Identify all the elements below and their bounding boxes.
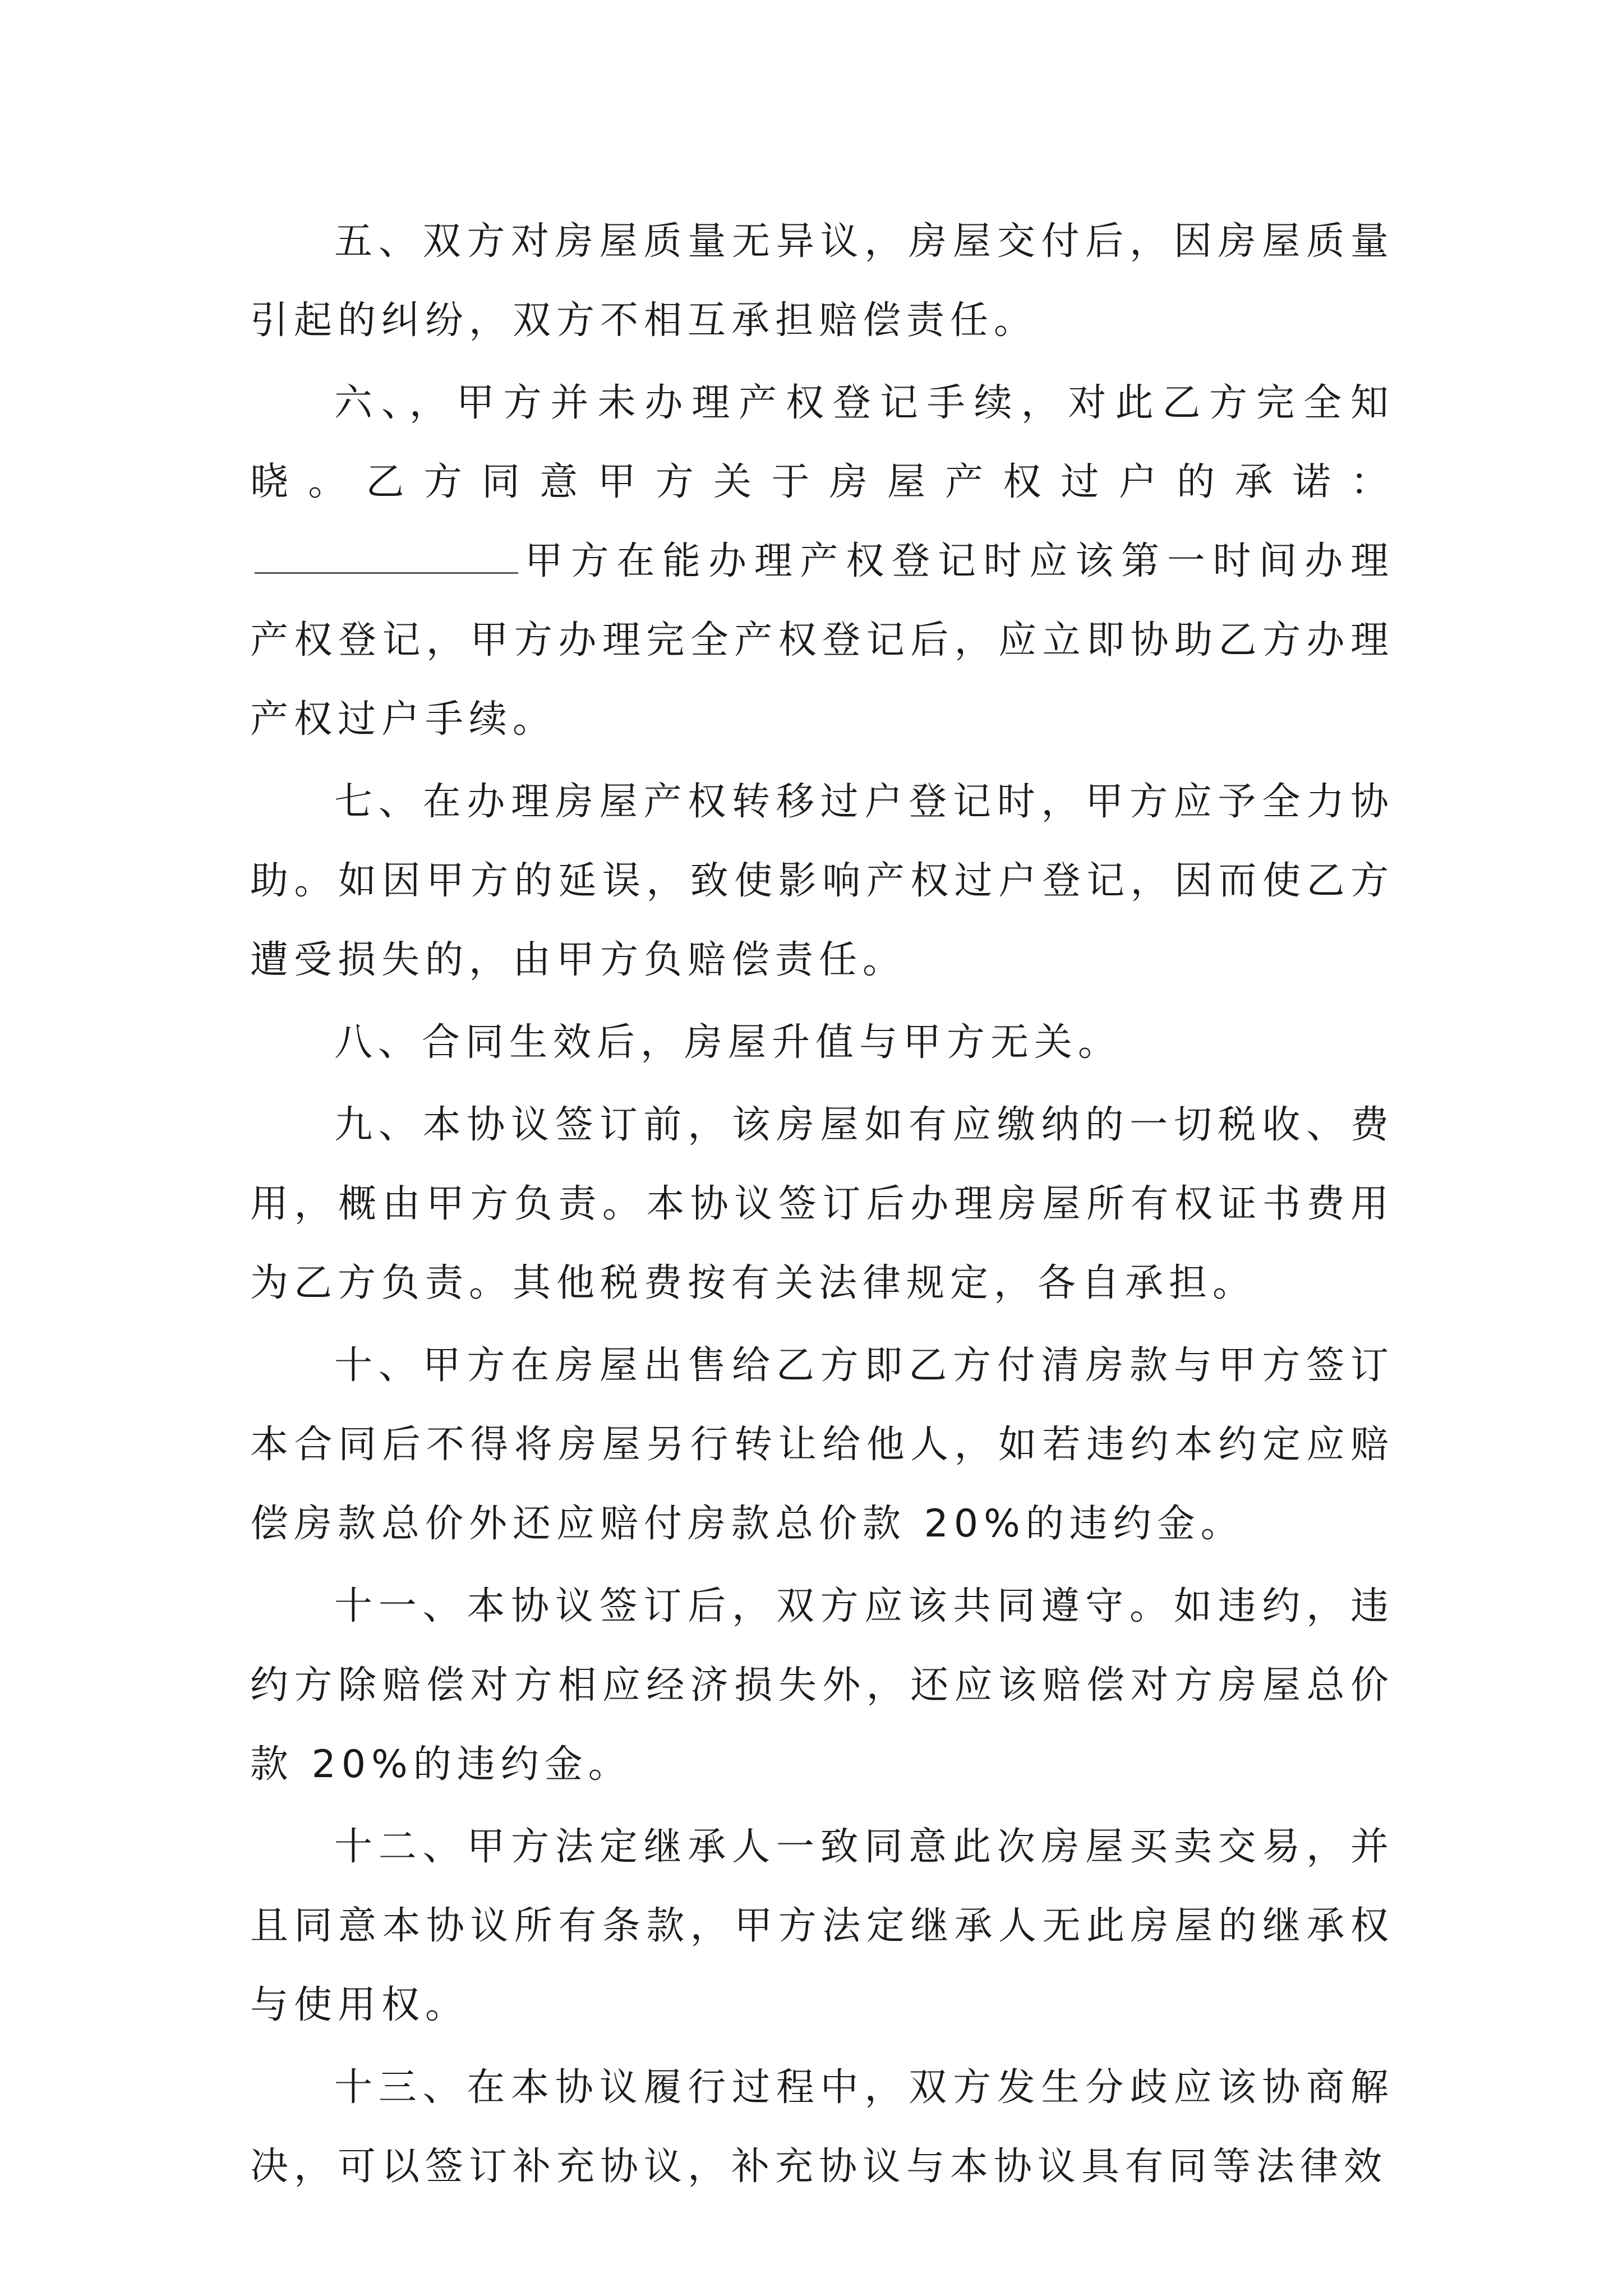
clause-10: 十、甲方在房屋出售给乙方即乙方付清房款与甲方签订本合同后不得将房屋另行转让给他人，如若违约本约定应赔偿房款总价外还应赔付房款总价款 20%的违约金。 [250,1343,1394,1546]
document-body [250,202,1394,2206]
clause-13: 十三、在本协议履行过程中，双方发生分歧应该协商解决，可以签订补充协议，补充协议与本协议具有同等法律效 [250,2065,1394,2189]
clause-6 [250,364,1394,759]
clause-9: 九、本协议签订前，该房屋如有应缴纳的一切税收、费用，概由甲方负责。本协议签订后办理房屋所有权证书费用为乙方负责。其他税费按有关法律规定，各自承担。 [250,1103,1394,1305]
clause-6-text-before: 六、，甲方并未办理产权登记手续，对此乙方完全知晓。乙方同意甲方关于房屋产权过户的承诺： [250,381,1394,504]
clause-11: 十一、本协议签订后，双方应该共同遵守。如违约，违约方除赔偿对方相应经济损失外，还应该赔偿对方房屋总价款 20%的违约金。 [250,1584,1394,1787]
blank-fill-line [255,533,518,574]
clause-5: 五、双方对房屋质量无异议，房屋交付后，因房屋质量引起的纠纷，双方不相互承担赔偿责任。 [250,219,1394,343]
clause-6-text-after: 甲方在能办理产权登记时应该第一时间办理产权登记，甲方办理完全产权登记后，应立即协助乙方办理产权过户手续。 [250,539,1394,742]
clause-8: 八、合同生效后，房屋升值与甲方无关。 [334,1020,1122,1065]
clause-7: 七、在办理房屋产权转移过户登记时，甲方应予全力协助。如因甲方的延误，致使影响产权过户登记，因而使乙方遭受损失的，由甲方负赔偿责任。 [250,780,1394,982]
clause-12: 十二、甲方法定继承人一致同意此次房屋买卖交易，并且同意本协议所有条款，甲方法定继承人无此房屋的继承权与使用权。 [250,1825,1394,2027]
